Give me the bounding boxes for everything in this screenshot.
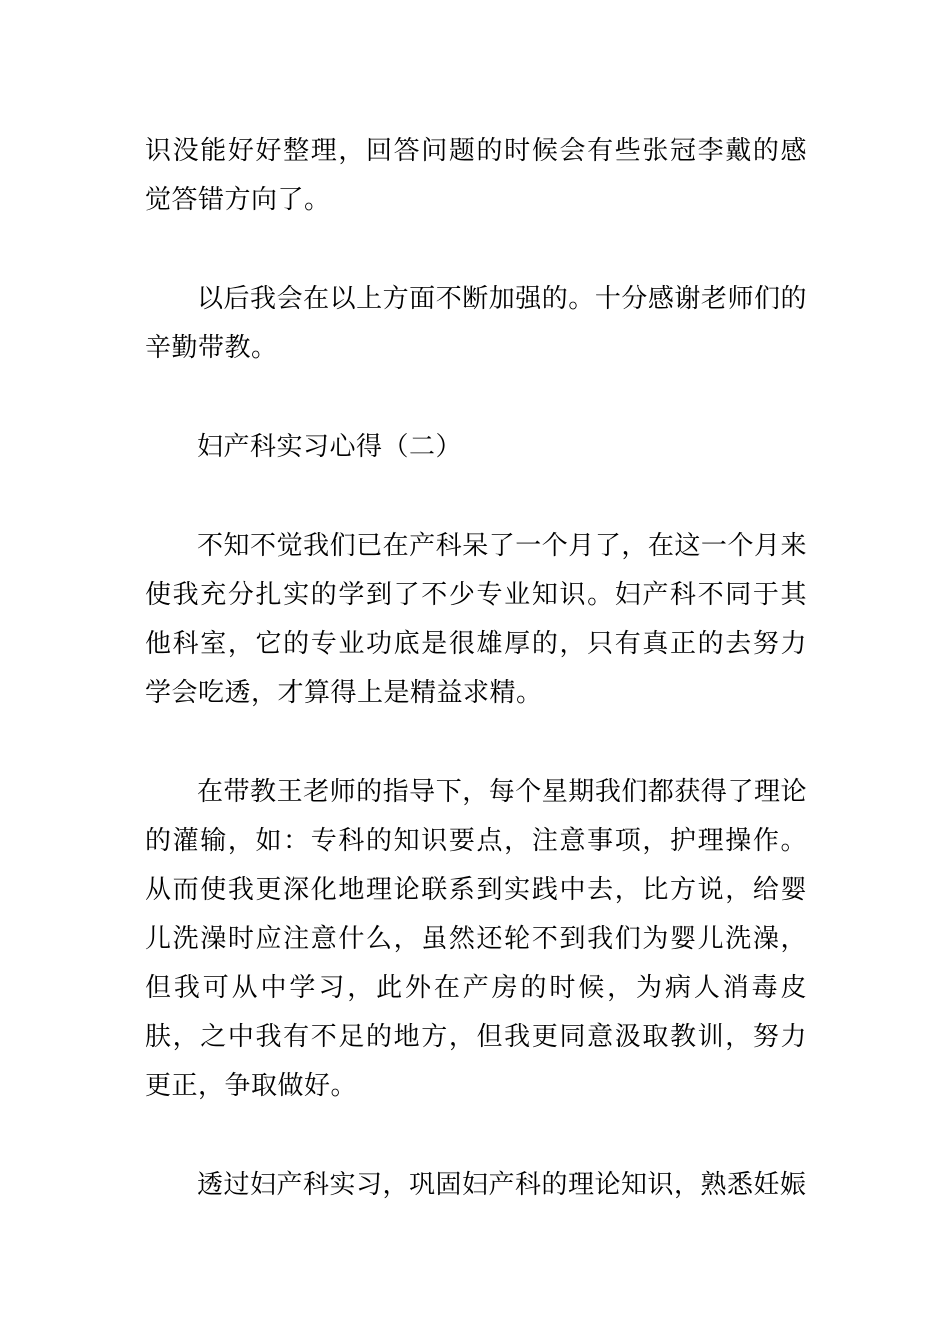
paragraph-closing: 以后我会在以上方面不断加强的。十分感谢老师们的辛勤带教。: [145, 284, 807, 363]
paragraph-intro: 不知不觉我们已在产科呆了一个月了，在这一个月来使我充分扎实的学到了不少专业知识。妇产科不同于其他科室，它的专业功底是很雄厚的，只有真正的去努力学会吃透，才算得上是精益求精。: [145, 531, 807, 708]
paragraph-internship: 透过妇产科实习，巩固妇产科的理论知识，熟悉妊娠: [197, 1170, 807, 1200]
paragraph-continued: 识没能好好整理，回答问题的时候会有些张冠李戴的感觉答错方向了。: [145, 136, 807, 215]
section-heading: 妇产科实习心得（二）: [197, 432, 463, 462]
document-body: [145, 127, 807, 1210]
paragraph-guidance: 在带教王老师的指导下，每个星期我们都获得了理论的灌输，如：专科的知识要点，注意事项，护理操作。从而使我更深化地理论联系到实践中去，比方说，给婴儿洗澡时应注意什么，虽然还轮不到我们为婴儿洗澡，但我可从中学习，此外在产房的时候，为病人消毒皮肤，之中我有不足的地方，但我更同意汲取教训，努力更正，争取做好。: [145, 777, 807, 1101]
